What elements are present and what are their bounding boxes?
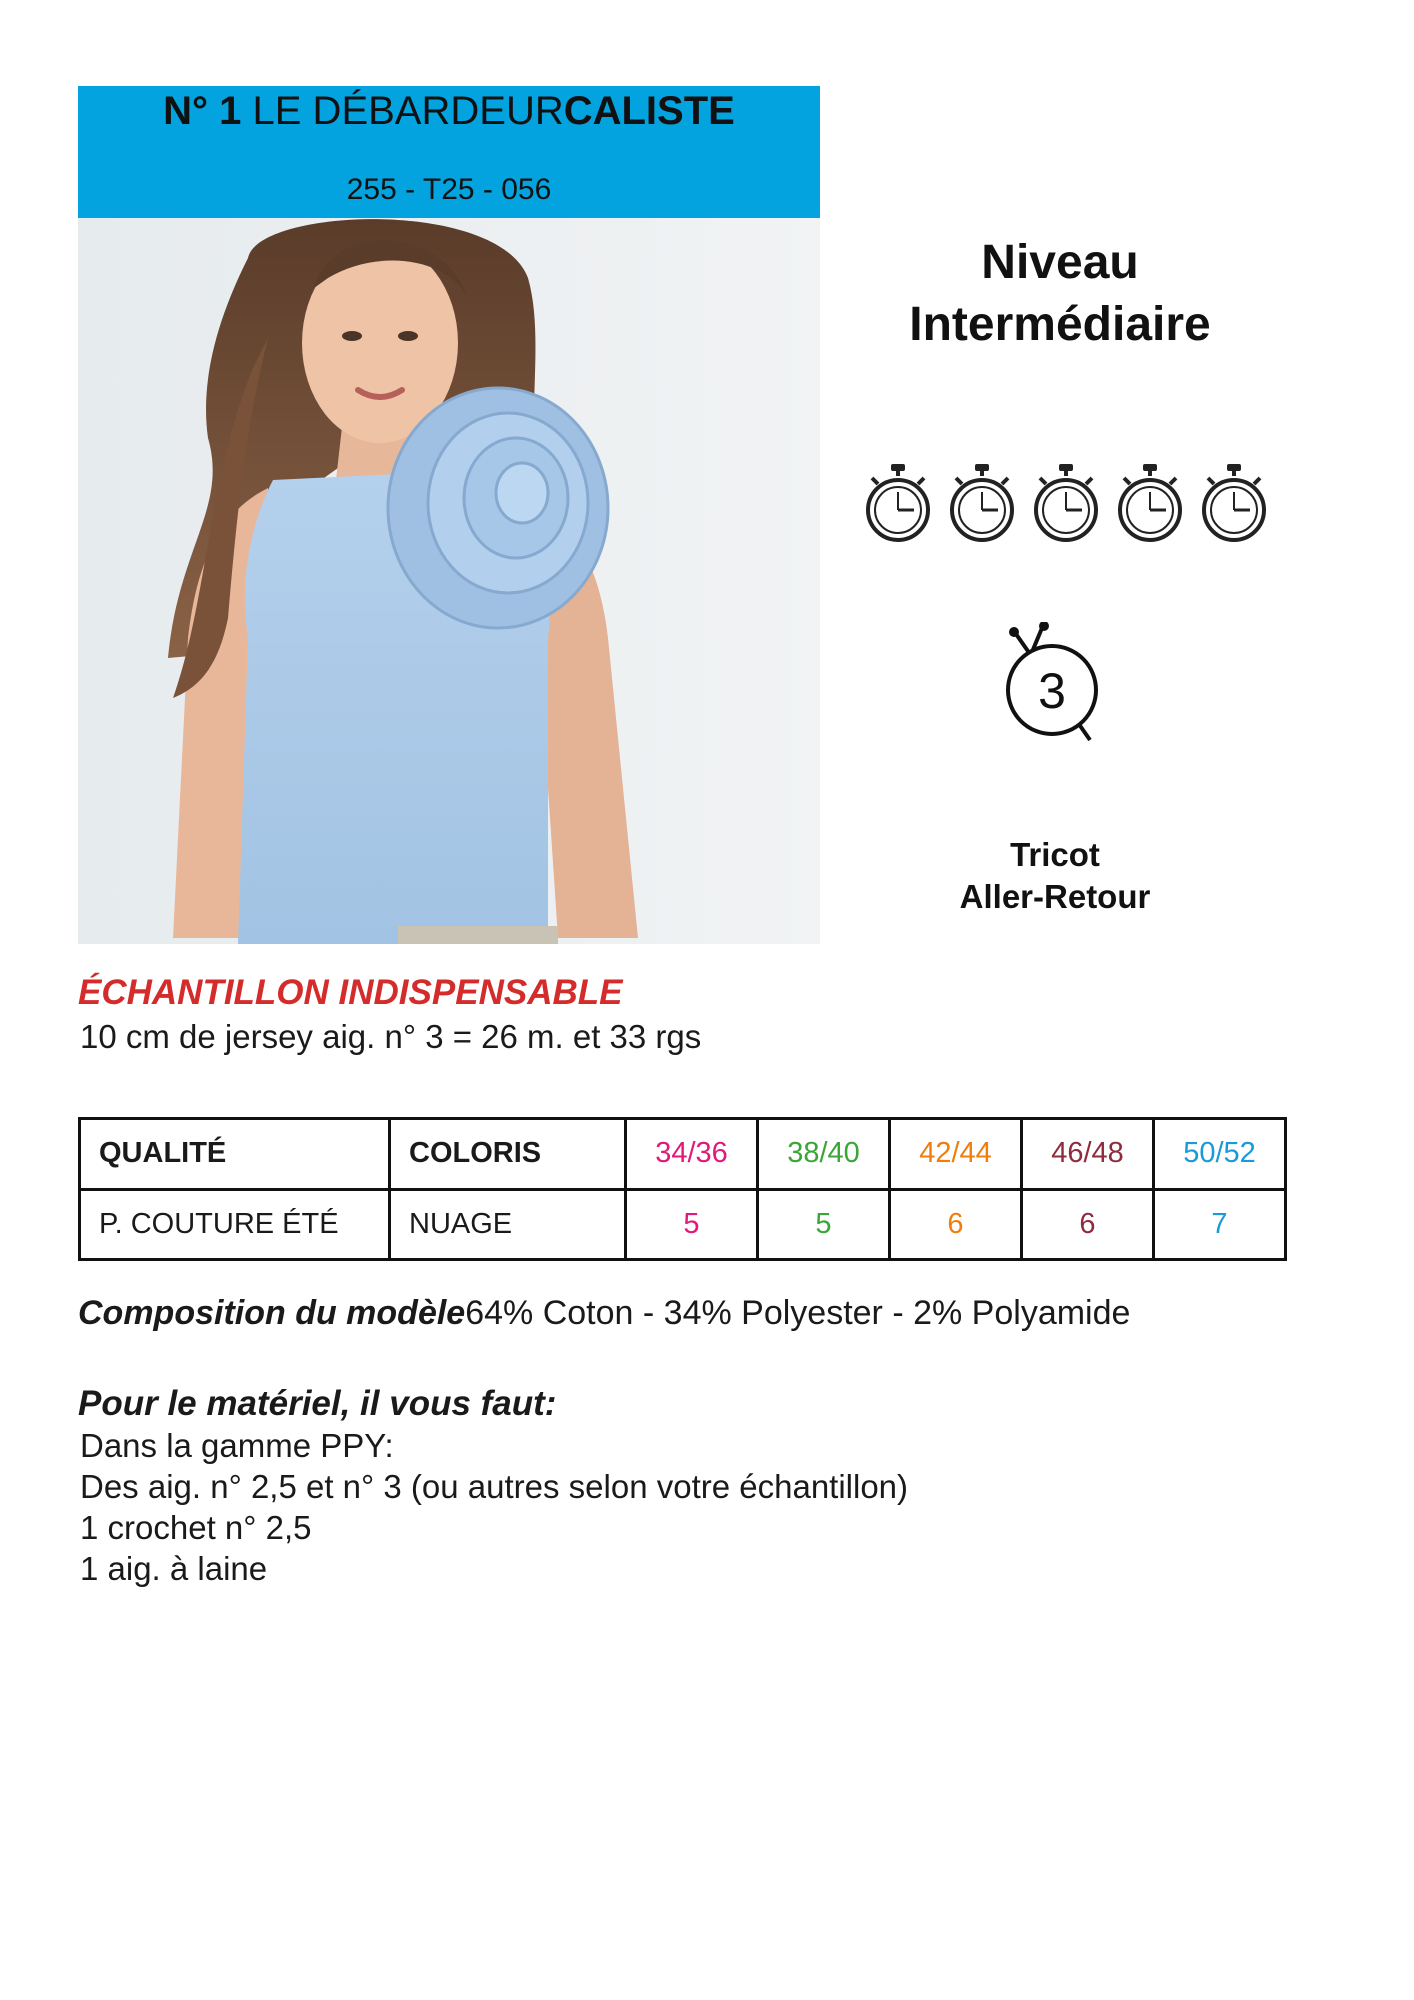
model-photo-illustration: [78, 218, 820, 944]
table-header-row: [80, 1119, 1286, 1190]
stopwatch-icon: [862, 462, 934, 542]
material-list: [80, 1425, 908, 1589]
material-title: Pour le matériel, il vous faut:: [78, 1384, 557, 1423]
cell-quality: P. COUTURE ÉTÉ: [80, 1189, 390, 1260]
knitting-technique: [880, 834, 1230, 918]
needle-size-number: 3: [1038, 663, 1066, 719]
pattern-number: N° 1: [163, 89, 242, 133]
cell-color: NUAGE: [390, 1189, 626, 1260]
technique-line-2: Aller-Retour: [959, 878, 1151, 915]
header-size-42-44: 42/44: [890, 1119, 1022, 1190]
pattern-title: [78, 86, 820, 136]
gauge-title: ÉCHANTILLON INDISPENSABLE: [78, 973, 623, 1012]
gauge-text: 10 cm de jersey aig. n° 3 = 26 m. et 33 rgs: [80, 1018, 702, 1055]
cell-qty-42-44: 6: [890, 1189, 1022, 1260]
title-banner: [78, 86, 820, 218]
level-value: Intermédiaire: [909, 298, 1211, 351]
cell-qty-50-52: 7: [1154, 1189, 1286, 1260]
header-size-34-36: 34/36: [626, 1119, 758, 1190]
table-row: [80, 1189, 1286, 1260]
stopwatch-icon: [1114, 462, 1186, 542]
level-label: Niveau: [981, 236, 1139, 289]
difficulty-level: [840, 232, 1280, 356]
header-color: COLORIS: [390, 1119, 626, 1190]
cell-qty-34-36: 5: [626, 1189, 758, 1260]
pattern-name: CALISTE: [563, 89, 735, 133]
list-item: 1 crochet n° 2,5: [80, 1509, 312, 1546]
technique-line-1: Tricot: [1010, 836, 1100, 873]
list-item: Dans la gamme PPY:: [80, 1427, 394, 1464]
stopwatch-icon: [946, 462, 1018, 542]
yarn-quantity-table: [78, 1117, 1287, 1261]
list-item: Des aig. n° 2,5 et n° 3 (ou autres selon votre échantillon): [80, 1468, 909, 1505]
header-size-38-40: 38/40: [758, 1119, 890, 1190]
pattern-reference: 255 - T25 - 056: [346, 173, 552, 206]
header-size-50-52: 50/52: [1154, 1119, 1286, 1190]
model-photo: [78, 218, 820, 944]
composition-label: Composition du modèle: [78, 1294, 466, 1332]
cell-qty-38-40: 5: [758, 1189, 890, 1260]
stopwatch-icon: [1030, 462, 1102, 542]
header-size-46-48: 46/48: [1022, 1119, 1154, 1190]
difficulty-timers: [862, 462, 1270, 542]
knitting-needle-badge-icon: [994, 622, 1106, 754]
composition: [78, 1292, 1130, 1334]
cell-qty-46-48: 6: [1022, 1189, 1154, 1260]
header-quality: QUALITÉ: [80, 1119, 390, 1190]
list-item: 1 aig. à laine: [80, 1550, 268, 1587]
composition-value: 64% Coton - 34% Polyester - 2% Polyamide: [465, 1294, 1131, 1332]
pattern-name-prefix: LE DÉBARDEUR: [241, 89, 564, 133]
stopwatch-icon: [1198, 462, 1270, 542]
